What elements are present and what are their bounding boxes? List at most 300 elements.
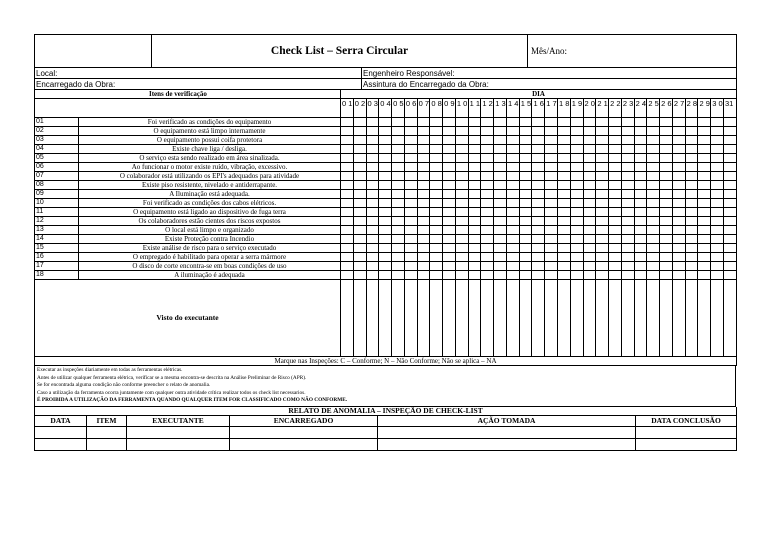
check-cell[interactable] [443,208,456,217]
check-cell[interactable] [660,172,673,181]
check-cell[interactable] [506,217,519,226]
check-cell[interactable] [430,208,443,217]
check-cell[interactable] [417,118,430,127]
check-cell[interactable] [430,226,443,235]
check-cell[interactable] [647,145,660,154]
check-cell[interactable] [583,181,596,190]
check-cell[interactable] [353,136,366,145]
check-cell[interactable] [417,271,430,280]
check-cell[interactable] [711,145,724,154]
check-cell[interactable] [532,145,545,154]
check-cell[interactable] [417,145,430,154]
check-cell[interactable] [583,271,596,280]
signature-cell[interactable] [583,280,596,357]
check-cell[interactable] [660,208,673,217]
check-cell[interactable] [404,163,417,172]
check-cell[interactable] [609,163,622,172]
check-cell[interactable] [621,145,634,154]
check-cell[interactable] [660,154,673,163]
check-cell[interactable] [685,199,698,208]
check-cell[interactable] [494,118,507,127]
check-cell[interactable] [468,181,481,190]
check-cell[interactable] [583,154,596,163]
check-cell[interactable] [596,244,609,253]
check-cell[interactable] [506,235,519,244]
signature-cell[interactable] [621,280,634,357]
check-cell[interactable] [353,172,366,181]
check-cell[interactable] [685,226,698,235]
check-cell[interactable] [583,199,596,208]
check-cell[interactable] [596,118,609,127]
month-year-field[interactable]: Mês/Ano: [528,35,737,68]
check-cell[interactable] [366,172,379,181]
check-cell[interactable] [545,217,558,226]
signature-cell[interactable] [647,280,660,357]
check-cell[interactable] [583,172,596,181]
check-cell[interactable] [379,226,392,235]
check-cell[interactable] [366,154,379,163]
report-cell[interactable] [35,438,87,450]
check-cell[interactable] [532,127,545,136]
check-cell[interactable] [647,199,660,208]
check-cell[interactable] [698,190,711,199]
check-cell[interactable] [506,145,519,154]
check-cell[interactable] [621,199,634,208]
check-cell[interactable] [698,208,711,217]
check-cell[interactable] [570,244,583,253]
check-cell[interactable] [443,199,456,208]
check-cell[interactable] [596,208,609,217]
check-cell[interactable] [353,118,366,127]
check-cell[interactable] [494,190,507,199]
check-cell[interactable] [519,154,532,163]
check-cell[interactable] [379,271,392,280]
check-cell[interactable] [596,226,609,235]
signature-cell[interactable] [366,280,379,357]
check-cell[interactable] [494,244,507,253]
check-cell[interactable] [685,208,698,217]
check-cell[interactable] [596,253,609,262]
check-cell[interactable] [532,262,545,271]
check-cell[interactable] [558,163,571,172]
check-cell[interactable] [558,154,571,163]
check-cell[interactable] [455,136,468,145]
check-cell[interactable] [519,163,532,172]
check-cell[interactable] [647,226,660,235]
check-cell[interactable] [341,163,354,172]
check-cell[interactable] [698,262,711,271]
report-cell[interactable] [230,438,378,450]
check-cell[interactable] [481,181,494,190]
check-cell[interactable] [596,181,609,190]
check-cell[interactable] [506,208,519,217]
check-cell[interactable] [417,262,430,271]
check-cell[interactable] [711,136,724,145]
check-cell[interactable] [404,217,417,226]
check-cell[interactable] [558,145,571,154]
check-cell[interactable] [430,253,443,262]
check-cell[interactable] [570,208,583,217]
check-cell[interactable] [596,262,609,271]
check-cell[interactable] [570,163,583,172]
check-cell[interactable] [583,208,596,217]
check-cell[interactable] [481,235,494,244]
check-cell[interactable] [647,136,660,145]
check-cell[interactable] [519,271,532,280]
check-cell[interactable] [443,118,456,127]
check-cell[interactable] [558,136,571,145]
report-cell[interactable] [127,438,230,450]
check-cell[interactable] [711,190,724,199]
check-cell[interactable] [558,127,571,136]
report-cell[interactable] [636,438,737,450]
check-cell[interactable] [558,118,571,127]
check-cell[interactable] [596,127,609,136]
check-cell[interactable] [417,217,430,226]
check-cell[interactable] [545,271,558,280]
check-cell[interactable] [634,217,647,226]
check-cell[interactable] [353,208,366,217]
check-cell[interactable] [545,199,558,208]
local-field[interactable]: Local: [35,68,362,79]
check-cell[interactable] [404,208,417,217]
check-cell[interactable] [455,217,468,226]
check-cell[interactable] [430,235,443,244]
check-cell[interactable] [723,136,736,145]
check-cell[interactable] [430,217,443,226]
check-cell[interactable] [634,172,647,181]
check-cell[interactable] [443,190,456,199]
check-cell[interactable] [481,271,494,280]
signature-cell[interactable] [455,280,468,357]
check-cell[interactable] [621,226,634,235]
check-cell[interactable] [392,271,405,280]
check-cell[interactable] [455,181,468,190]
check-cell[interactable] [609,145,622,154]
check-cell[interactable] [609,262,622,271]
check-cell[interactable] [392,163,405,172]
signature-cell[interactable] [672,280,685,357]
check-cell[interactable] [430,244,443,253]
check-cell[interactable] [634,253,647,262]
check-cell[interactable] [392,154,405,163]
check-cell[interactable] [711,181,724,190]
check-cell[interactable] [443,235,456,244]
check-cell[interactable] [443,163,456,172]
check-cell[interactable] [468,154,481,163]
check-cell[interactable] [672,217,685,226]
check-cell[interactable] [481,172,494,181]
check-cell[interactable] [698,145,711,154]
check-cell[interactable] [685,271,698,280]
check-cell[interactable] [430,127,443,136]
check-cell[interactable] [723,172,736,181]
check-cell[interactable] [685,262,698,271]
check-cell[interactable] [366,208,379,217]
check-cell[interactable] [558,190,571,199]
check-cell[interactable] [519,190,532,199]
signature-cell[interactable] [353,280,366,357]
check-cell[interactable] [570,127,583,136]
check-cell[interactable] [494,181,507,190]
check-cell[interactable] [583,163,596,172]
check-cell[interactable] [417,181,430,190]
check-cell[interactable] [698,244,711,253]
check-cell[interactable] [698,253,711,262]
check-cell[interactable] [481,208,494,217]
check-cell[interactable] [558,235,571,244]
check-cell[interactable] [341,136,354,145]
signature-cell[interactable] [404,280,417,357]
check-cell[interactable] [417,235,430,244]
check-cell[interactable] [698,199,711,208]
check-cell[interactable] [634,163,647,172]
check-cell[interactable] [341,181,354,190]
check-cell[interactable] [558,271,571,280]
check-cell[interactable] [519,145,532,154]
check-cell[interactable] [558,244,571,253]
check-cell[interactable] [723,262,736,271]
check-cell[interactable] [570,217,583,226]
check-cell[interactable] [558,172,571,181]
check-cell[interactable] [570,181,583,190]
check-cell[interactable] [455,253,468,262]
check-cell[interactable] [392,145,405,154]
check-cell[interactable] [647,154,660,163]
signature-cell[interactable] [481,280,494,357]
check-cell[interactable] [341,217,354,226]
check-cell[interactable] [723,190,736,199]
check-cell[interactable] [685,253,698,262]
check-cell[interactable] [672,244,685,253]
check-cell[interactable] [341,271,354,280]
check-cell[interactable] [519,127,532,136]
check-cell[interactable] [723,145,736,154]
check-cell[interactable] [341,244,354,253]
check-cell[interactable] [723,199,736,208]
check-cell[interactable] [481,226,494,235]
check-cell[interactable] [660,190,673,199]
check-cell[interactable] [455,199,468,208]
check-cell[interactable] [711,208,724,217]
check-cell[interactable] [379,118,392,127]
check-cell[interactable] [711,217,724,226]
check-cell[interactable] [353,253,366,262]
check-cell[interactable] [685,244,698,253]
check-cell[interactable] [417,244,430,253]
report-cell[interactable] [378,438,636,450]
check-cell[interactable] [545,154,558,163]
report-cell[interactable] [87,438,127,450]
check-cell[interactable] [519,244,532,253]
check-cell[interactable] [468,208,481,217]
signature-cell[interactable] [634,280,647,357]
check-cell[interactable] [583,217,596,226]
check-cell[interactable] [711,154,724,163]
check-cell[interactable] [506,226,519,235]
check-cell[interactable] [532,154,545,163]
check-cell[interactable] [379,262,392,271]
check-cell[interactable] [519,208,532,217]
check-cell[interactable] [621,253,634,262]
check-cell[interactable] [506,262,519,271]
check-cell[interactable] [494,199,507,208]
check-cell[interactable] [583,253,596,262]
signature-cell[interactable] [570,280,583,357]
check-cell[interactable] [532,172,545,181]
check-cell[interactable] [417,136,430,145]
check-cell[interactable] [660,163,673,172]
check-cell[interactable] [392,172,405,181]
signature-cell[interactable] [494,280,507,357]
check-cell[interactable] [621,118,634,127]
check-cell[interactable] [455,145,468,154]
check-cell[interactable] [698,235,711,244]
check-cell[interactable] [455,163,468,172]
check-cell[interactable] [634,235,647,244]
check-cell[interactable] [443,253,456,262]
check-cell[interactable] [494,136,507,145]
check-cell[interactable] [609,208,622,217]
check-cell[interactable] [545,127,558,136]
report-cell[interactable] [127,426,230,438]
check-cell[interactable] [468,235,481,244]
check-cell[interactable] [468,217,481,226]
report-cell[interactable] [35,426,87,438]
check-cell[interactable] [455,226,468,235]
check-cell[interactable] [341,154,354,163]
check-cell[interactable] [698,163,711,172]
check-cell[interactable] [647,190,660,199]
check-cell[interactable] [443,244,456,253]
check-cell[interactable] [494,253,507,262]
check-cell[interactable] [481,244,494,253]
check-cell[interactable] [341,118,354,127]
check-cell[interactable] [443,127,456,136]
check-cell[interactable] [353,262,366,271]
check-cell[interactable] [545,190,558,199]
check-cell[interactable] [353,154,366,163]
check-cell[interactable] [443,271,456,280]
check-cell[interactable] [417,154,430,163]
check-cell[interactable] [353,181,366,190]
check-cell[interactable] [532,190,545,199]
check-cell[interactable] [621,172,634,181]
check-cell[interactable] [392,208,405,217]
check-cell[interactable] [379,208,392,217]
check-cell[interactable] [404,181,417,190]
check-cell[interactable] [532,235,545,244]
check-cell[interactable] [494,154,507,163]
check-cell[interactable] [392,127,405,136]
check-cell[interactable] [596,172,609,181]
check-cell[interactable] [417,226,430,235]
check-cell[interactable] [583,190,596,199]
check-cell[interactable] [672,208,685,217]
check-cell[interactable] [647,208,660,217]
check-cell[interactable] [468,226,481,235]
check-cell[interactable] [609,217,622,226]
check-cell[interactable] [698,181,711,190]
check-cell[interactable] [596,271,609,280]
check-cell[interactable] [570,199,583,208]
check-cell[interactable] [672,253,685,262]
check-cell[interactable] [672,262,685,271]
check-cell[interactable] [519,181,532,190]
signature-cell[interactable] [596,280,609,357]
check-cell[interactable] [545,118,558,127]
check-cell[interactable] [443,262,456,271]
check-cell[interactable] [698,118,711,127]
check-cell[interactable] [723,154,736,163]
check-cell[interactable] [379,235,392,244]
check-cell[interactable] [685,118,698,127]
check-cell[interactable] [583,226,596,235]
check-cell[interactable] [379,199,392,208]
check-cell[interactable] [660,199,673,208]
check-cell[interactable] [609,190,622,199]
check-cell[interactable] [634,136,647,145]
check-cell[interactable] [506,199,519,208]
check-cell[interactable] [392,253,405,262]
check-cell[interactable] [596,199,609,208]
check-cell[interactable] [685,145,698,154]
check-cell[interactable] [455,235,468,244]
check-cell[interactable] [698,226,711,235]
check-cell[interactable] [430,172,443,181]
check-cell[interactable] [723,217,736,226]
check-cell[interactable] [532,118,545,127]
check-cell[interactable] [596,136,609,145]
signature-cell[interactable] [341,280,354,357]
check-cell[interactable] [558,181,571,190]
check-cell[interactable] [711,253,724,262]
check-cell[interactable] [596,163,609,172]
check-cell[interactable] [545,226,558,235]
check-cell[interactable] [545,163,558,172]
check-cell[interactable] [430,145,443,154]
check-cell[interactable] [392,235,405,244]
check-cell[interactable] [519,235,532,244]
check-cell[interactable] [341,199,354,208]
check-cell[interactable] [494,163,507,172]
check-cell[interactable] [430,271,443,280]
check-cell[interactable] [506,163,519,172]
check-cell[interactable] [379,253,392,262]
check-cell[interactable] [660,244,673,253]
check-cell[interactable] [609,127,622,136]
check-cell[interactable] [698,217,711,226]
check-cell[interactable] [443,154,456,163]
check-cell[interactable] [647,163,660,172]
check-cell[interactable] [545,136,558,145]
check-cell[interactable] [621,154,634,163]
check-cell[interactable] [404,244,417,253]
check-cell[interactable] [455,154,468,163]
check-cell[interactable] [430,118,443,127]
check-cell[interactable] [609,235,622,244]
check-cell[interactable] [685,154,698,163]
check-cell[interactable] [404,127,417,136]
check-cell[interactable] [494,127,507,136]
check-cell[interactable] [532,163,545,172]
check-cell[interactable] [660,127,673,136]
check-cell[interactable] [583,235,596,244]
check-cell[interactable] [545,244,558,253]
check-cell[interactable] [570,145,583,154]
check-cell[interactable] [455,190,468,199]
check-cell[interactable] [379,163,392,172]
